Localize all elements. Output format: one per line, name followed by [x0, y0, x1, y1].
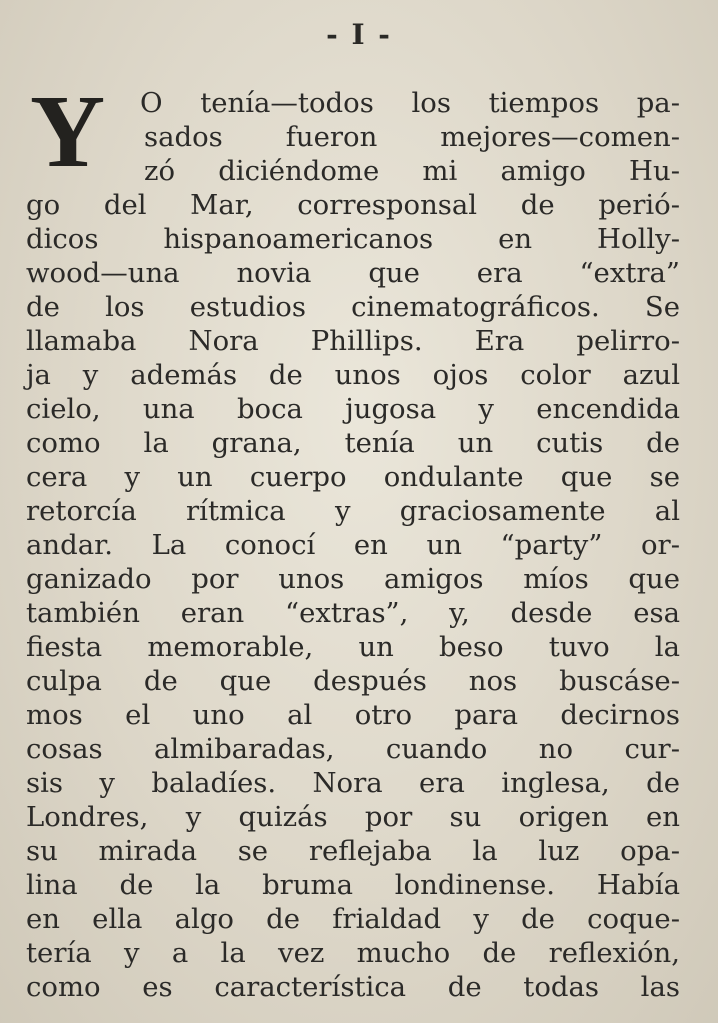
chapter-heading: - I -: [326, 18, 392, 51]
text-line: mos el uno al otro para decirnos: [26, 699, 680, 731]
text-line: como la grana, tenía un cutis de: [26, 427, 680, 459]
body-text: [26, 86, 680, 1004]
text-line: fiesta memorable, un beso tuvo la: [26, 631, 680, 663]
text-line: en ella algo de frialdad y de coque-: [26, 903, 680, 935]
text-line: andar. La conocí en un “party” or-: [26, 529, 680, 561]
text-line: de los estudios cinematográficos. Se: [26, 291, 680, 323]
text-line: ja y además de unos ojos color azul: [26, 359, 680, 391]
drop-cap: Y: [30, 74, 106, 189]
text-line: wood—una novia que era “extra”: [26, 257, 680, 289]
text-line: lina de la bruma londinense. Había: [26, 869, 680, 901]
text-line: retorcía rítmica y graciosamente al: [26, 495, 680, 527]
text-line: cera y un cuerpo ondulante que se: [26, 461, 680, 493]
text-line: cielo, una boca jugosa y encendida: [26, 393, 680, 425]
text-line: zó diciéndome mi amigo Hu-: [144, 155, 680, 187]
text-line: go del Mar, corresponsal de perió-: [26, 189, 680, 221]
text-line: Londres, y quizás por su origen en: [26, 801, 680, 833]
text-line: ganizado por unos amigos míos que: [26, 563, 680, 595]
text-line: culpa de que después nos buscáse-: [26, 665, 680, 697]
text-line: sados fueron mejores—comen-: [144, 121, 680, 153]
text-line: cosas almibaradas, cuando no cur-: [26, 733, 680, 765]
text-line: sis y baladíes. Nora era inglesa, de: [26, 767, 680, 799]
text-line: O tenía—todos los tiempos pa-: [140, 87, 680, 119]
text-line: dicos hispanoamericanos en Holly-: [26, 223, 680, 255]
text-line: llamaba Nora Phillips. Era pelirro-: [26, 325, 680, 357]
text-line: como es característica de todas las: [26, 971, 680, 1003]
text-line: su mirada se reflejaba la luz opa-: [26, 835, 680, 867]
text-line: también eran “extras”, y, desde esa: [26, 597, 680, 629]
text-line: tería y a la vez mucho de reflexión,: [26, 937, 680, 969]
